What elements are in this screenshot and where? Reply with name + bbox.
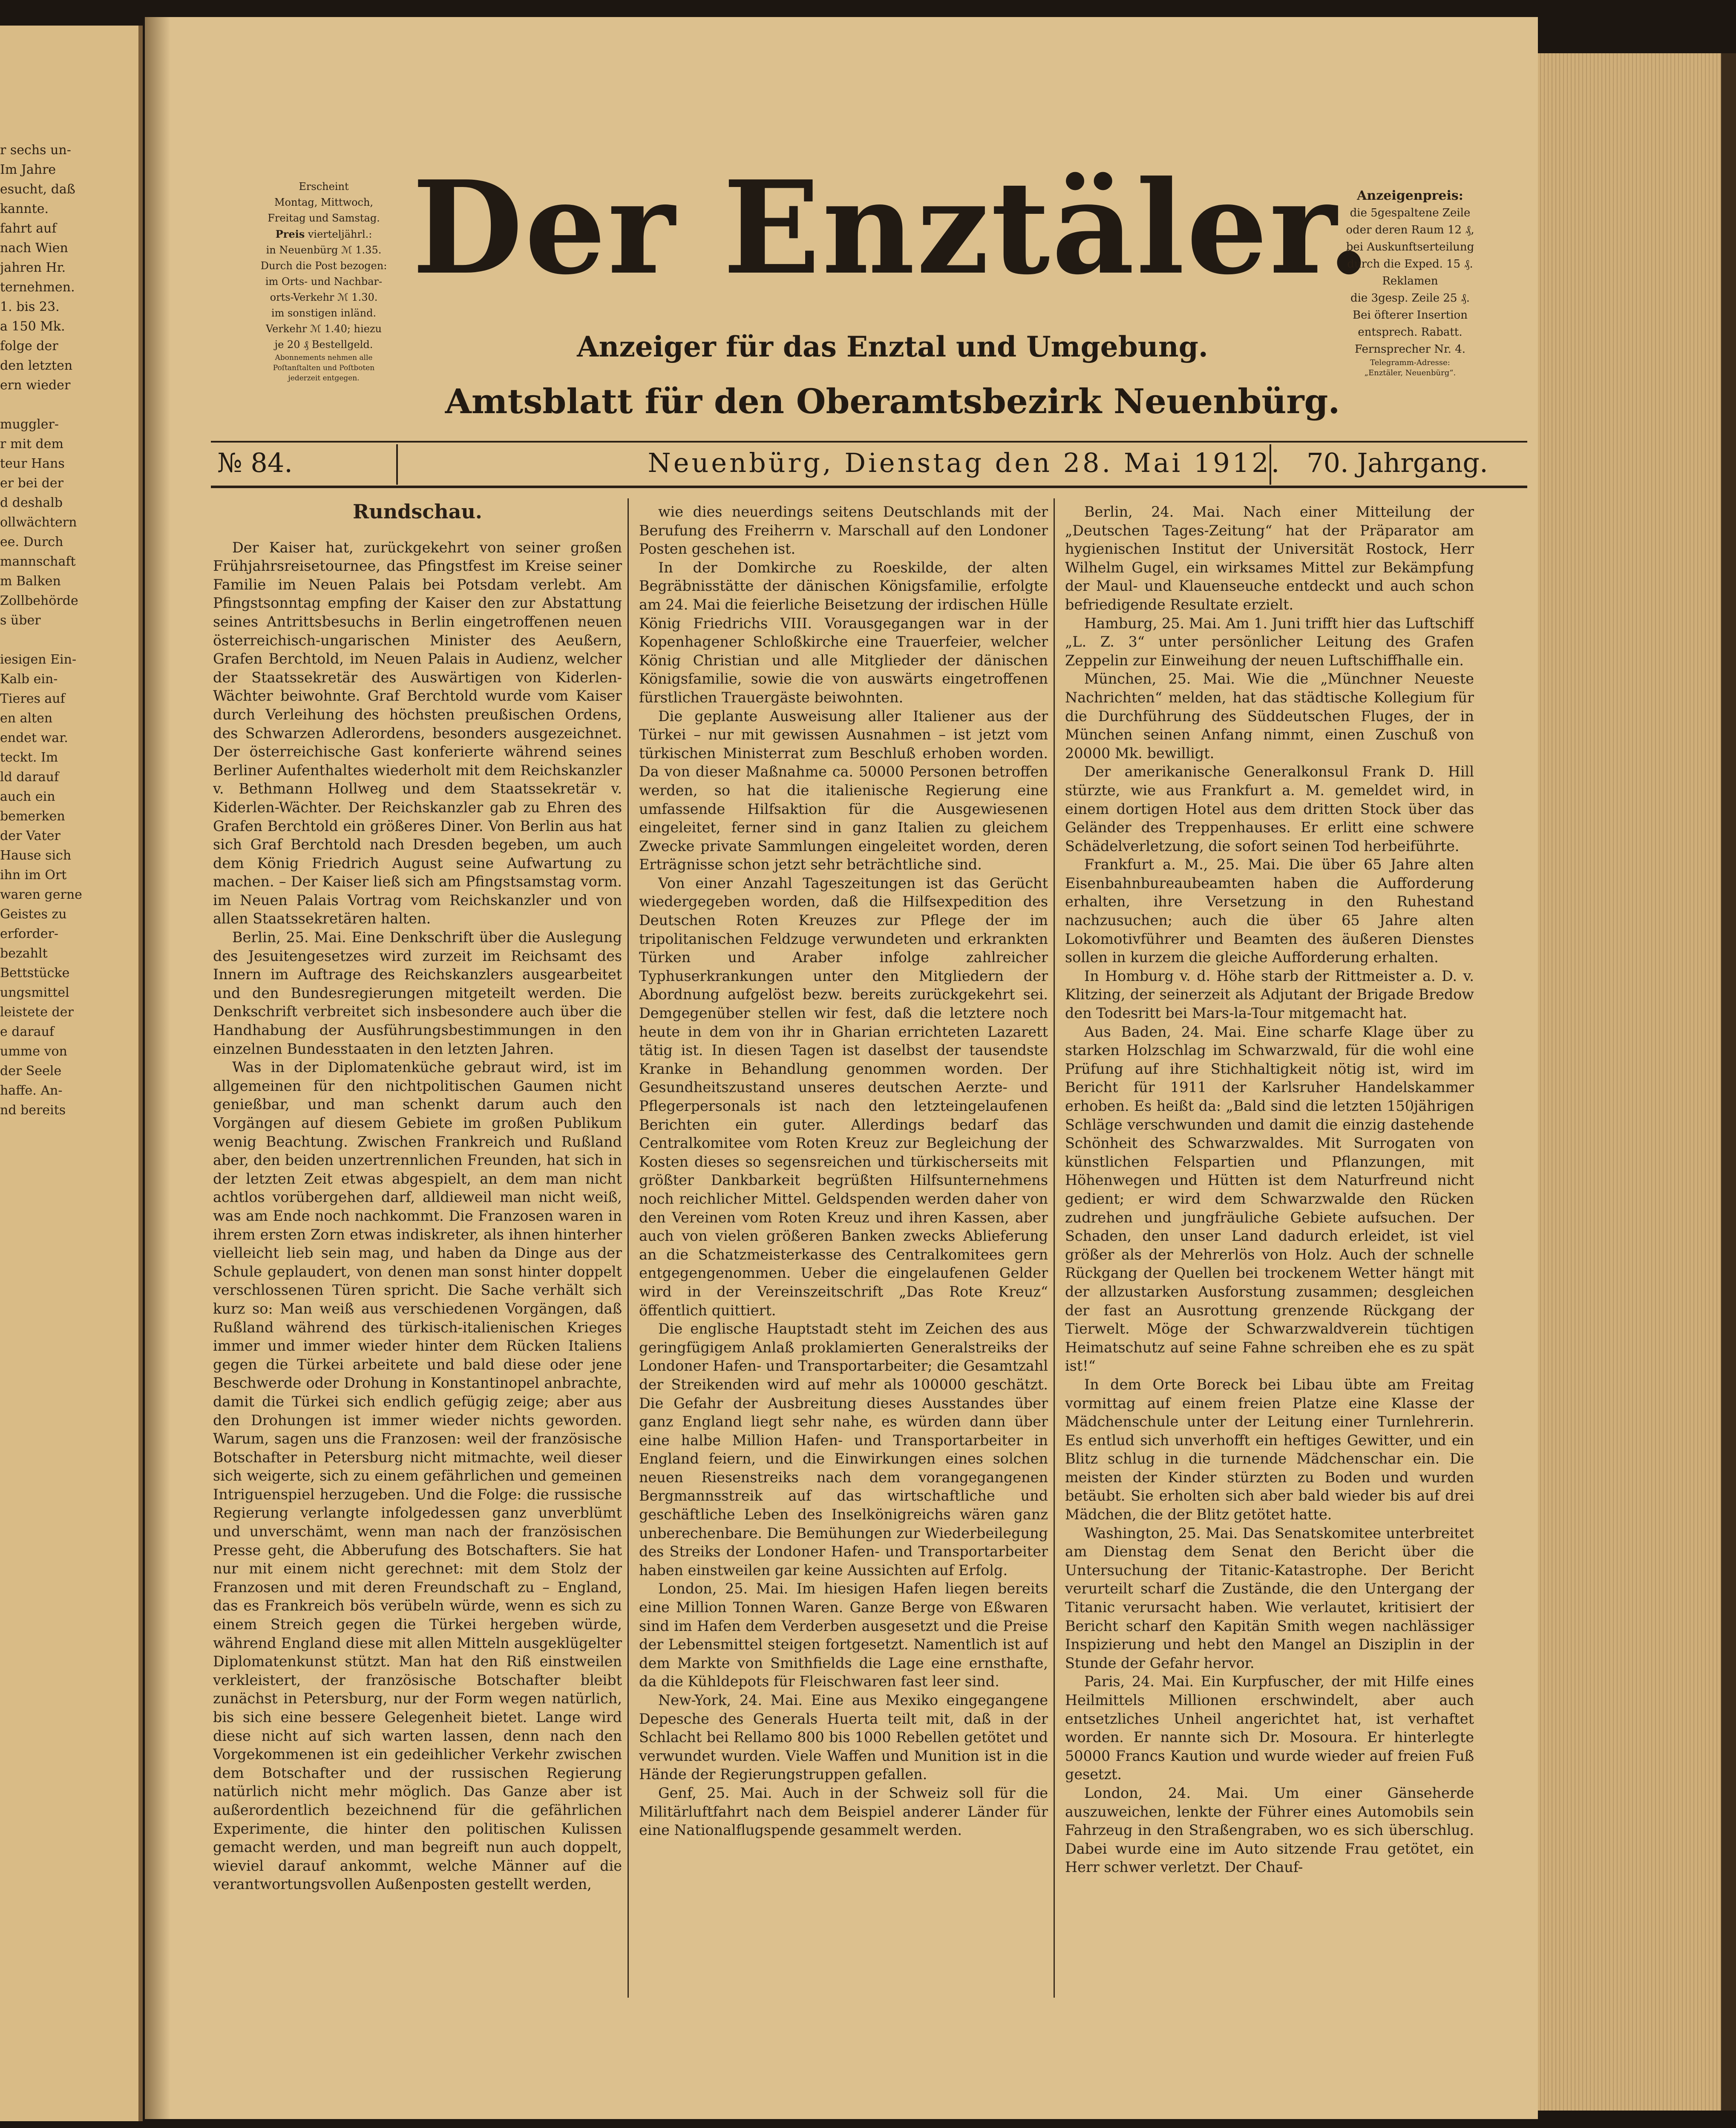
ad-price-line-7: Bei öfterer Insertion [1352, 309, 1468, 322]
issue-bar-bottom-rule [211, 486, 1527, 488]
issue-dateline: Neuenbürg, Dienstag den 28. Mai 1912. [648, 447, 1282, 478]
price-line-4: im Orts- und Nachbar- [265, 276, 383, 288]
price-text: vierteljährl.: [308, 228, 372, 240]
left-facing-page [0, 26, 141, 2121]
issue-bar-divider [396, 444, 398, 485]
price-line-6: im sonstigen inländ. [271, 307, 377, 319]
article-paragraph: Berlin, 25. Mai. Eine Denkschrift über die Auslegung des Jesuitengesetzes wird zurzeit im Reichsamt des Innern im Auftrage des Reichskanzlers ausgearbeitet und den Bundesregierungen mitgeteilt werden. Die Denkschrift verbreitet sich insbesondere auch über die Handhabung der Ausführungsbestimmungen in den einzelnen Bundesstaaten in den letzten Jahren. [213, 929, 622, 1057]
article-paragraph: New-York, 24. Mai. Eine aus Mexiko eingegangene Depesche des Generals Huerta teilt mit, daß in der Schlacht bei Rellamo 800 bis 1000 Rebellen getötet und verwundet wurden. Viele Waffen und Munition ist in die Hände der Regierungstruppen gefallen. [639, 1692, 1048, 1783]
subscription-note-3: jederzeit entgegen. [288, 374, 360, 382]
issue-volume: 70. Jahrgang. [1307, 447, 1488, 478]
ad-price-line-4: durch die Exped. 15 ₰. [1347, 258, 1473, 270]
article-paragraph: Frankfurt a. M., 25. Mai. Die über 65 Jahre alten Eisenbahnbureaubeamten haben die Aufforderung erhalten, ihre Versetzung in den Ruhestand nachzusuchen; auch die über 65 Jahre alten Lokomotivführer und Beamten des äußeren Dienstes sollen in kurzem die gleiche Aufforderung erhalten. [1065, 856, 1474, 966]
column-rule [628, 498, 629, 1998]
subscription-note-1: Abonnements nehmen alle [275, 354, 373, 362]
section-heading: Rundschau. [353, 503, 482, 523]
price-label: Preis [275, 228, 305, 240]
left-page-text-fragment: r sechs un- Im Jahre esucht, daß kannte. fahrt auf nach Wien jahren Hr. ternehmen. 1. bis 23. a 150 Mk. folge der den letzten ern wieder muggler- r mit dem teur Hans er bei der d deshalb ollwächtern ee. Durch mannschaft m Balken Zollbehörde s über iesigen Ein- Kalb ein- Tieres auf en alten endet war. teckt. Im ld darauf auch ein bemerken der Vater Hause sich ihn im Ort waren gerne Geistes zu erforder- bezahlt Bettstücke ungsmittel leistete der e darauf umme von der Seele haffe. An- nd bereits [0, 143, 82, 1118]
phone-number: Fernsprecher Nr. 4. [1354, 343, 1466, 356]
newspaper-official-gazette-line: Amtsblatt für den Oberamtsbezirk Neuenbürg. [445, 381, 1340, 421]
article-paragraph: Aus Baden, 24. Mai. Eine scharfe Klage über zu starken Holzschlag im Schwarzwald, für die wohl eine Prüfung auf ihre Stichhaltigkeit nötig ist, wird im Bericht für 1911 der Karlsruher Handelskammer erhoben. Es heißt da: „Bald sind die letzten 150jährigen Schläge verschwunden und damit die einzig dastehende Schönheit des Schwarzwaldes. Mit Surrogaten von künstlichen Felspartien und Pflanzungen, mit Höhenwegen und Hütten ist dem Naturfreund nicht gedient; er wird dem Schwarzwalde den Rücken zudrehen und jungfräuliche Gebiete aufsuchen. Der Schaden, den unser Land dadurch erleidet, ist viel größer als der Mehrerlös von Holz. Auch der schnelle Rückgang der Quellen bei trockenem Wetter hängt mit der allzustarken Ausforstung zusammen; desgleichen der fast an Ausrottung grenzende Rückgang der Tierwelt. Möge der Schwarzwaldverein tüchtigen Heimatschutz auf seine Fahne schreiben ehe es zu spät ist!“ [1065, 1023, 1474, 1375]
publication-days-label: Erscheint [299, 181, 349, 193]
article-column-1 [213, 503, 622, 1993]
ad-price-line-6: die 3gesp. Zeile 25 ₰. [1350, 292, 1470, 305]
article-paragraph: London, 24. Mai. Um einer Gänseherde auszuweichen, lenkte der Führer eines Automobils sein Fahrzeug in den Straßengraben, wo es sich überschlug. Dabei wurde eine im Auto sitzende Frau getötet, ein Herr schwer verletzt. Der Chauf- [1065, 1784, 1474, 1876]
price-line-8: je 20 ₰ Bestellgeld. [274, 339, 373, 351]
newspaper-title: Der Enztäler. [412, 152, 1373, 303]
article-paragraph: Berlin, 24. Mai. Nach einer Mitteilung der „Deutschen Tages-Zeitung“ hat der Präparator am hygienischen Institut der Universität Rostock, Herr Wilhelm Gugel, ein wirksames Mittel zur Bekämpfung der Maul- und Klauenseuche entdeckt und auch schon befriedigende Resultate erzielt. [1065, 503, 1474, 613]
article-paragraph: Von einer Anzahl Tageszeitungen ist das Gerücht wiedergegeben worden, daß die Hilfsexpedition des Deutschen Roten Kreuzes zur Pflege der im tripolitanischen Feldzuge verwundeten und erkrankten Türken und Araber infolge zahlreicher Typhuserkrankungen unter den Mitgliedern der Abordnung aufgelöst bezw. bereits zurückgekehrt sei. Demgegenüber stellen wir fest, daß die letztere noch heute in dem von ihr in Gharian errichteten Lazarett tätig ist. In diesen Tagen ist daselbst der tausendste Kranke in Behandlung genommen worden. Der Gesundheitszustand unseres deutschen Aerzte- und Pflegerpersonals ist nach den letzteingelaufenen Berichten ein guter. Allerdings bedarf das Centralkomitee vom Roten Kreuz zur Begleichung der Kosten dieses so segensreichen und türkischerseits mit größter Dankbarkeit begrüßten Hilfsunternehmens noch reichlicher Mittel. Geldspenden werden daher von den Vereinen vom Roten Kreuz und ihren Kassen, aber auch von vielen größeren Banken zwecks Ablieferung an die Schatzmeisterkasse des Centralkomitees gern entgegengenommen. Ueber die eingelaufenen Gelder wird in der Vereinszeitschrift „Das Rote Kreuz“ öffentlich quittiert. [639, 874, 1048, 1319]
article-paragraph: München, 25. Mai. Wie die „Münchner Neueste Nachrichten“ melden, hat das städtische Kollegium für die Durchführung des Süddeutschen Fluges, der in München seinen Anfang nimmt, einen Zuschuß von 20000 Mk. bewilligt. [1065, 670, 1474, 762]
issue-bar-top-rule [211, 441, 1527, 443]
article-paragraph: Der amerikanische Generalkonsul Frank D. Hill stürzte, wie aus Frankfurt a. M. gemeldet wird, in einem dortigen Hotel aus dem dritten Stock über das Geländer des Treppenhauses. Er erlitt eine schwere Schädelverletzung, die sofort seinen Tod herbeiführte. [1065, 763, 1474, 854]
article-paragraph: In dem Orte Boreck bei Libau übte am Freitag vormittag auf einem freien Platze eine Klasse der Mädchenschule unter der Leitung einer Turnlehrerin. Es entlud sich unverhofft ein heftiges Gewitter, und ein Blitz schlug in die turnende Mädchenschar ein. Die meisten der Kinder stürzten zu Boden und wurden betäubt. Sie erholten sich aber bald wieder bis auf drei Mädchen, die der Blitz getötet hatte. [1065, 1376, 1474, 1523]
article-paragraph: In der Domkirche zu Roeskilde, der alten Begräbnisstätte der dänischen Königsfamilie, erfolgte am 24. Mai die feierliche Beisetzung der irdischen Hülle König Friedrichs VIII. Vorausgegangen war in der Kopenhagener Schloßkirche eine Trauerfeier, welcher König Christian und alle Mitglieder der dänischen Königsfamilie, sowie die von auswärts eingetroffenen fürstlichen Trauergäste beiwohnten. [639, 559, 1048, 706]
ad-price-line-8: entsprech. Rabatt. [1358, 326, 1463, 339]
page-gutter-shadow [145, 17, 170, 2119]
price-line-3: Durch die Post bezogen: [260, 260, 387, 272]
ad-price-line-5: Reklamen [1382, 275, 1438, 288]
masthead-left-info [204, 179, 443, 383]
ad-price-line-3: bei Auskunftserteilung [1346, 241, 1474, 253]
ad-price-line-2: oder deren Raum 12 ₰, [1346, 224, 1474, 236]
issue-number: № 84. [217, 447, 293, 478]
newspaper-subtitle: Anzeiger für das Enztal und Umgebung. [577, 330, 1208, 363]
telegram-address: „Enztäler, Neuenbürg“. [1364, 368, 1456, 377]
article-paragraph: Washington, 25. Mai. Das Senatskomitee unterbreitet am Dienstag dem Senat den Bericht über die Untersuchung der Titanic-Katastrophe. Der Bericht verurteilt scharf die Zustände, die den Untergang der Titanic verursacht haben. Wie verlautet, kritisiert der Bericht scharf den Kapitän Smith wegen nachlässiger Inspizierung und hebt den Mangel an Disziplin in der Stunde der Gefahr hervor. [1065, 1524, 1474, 1671]
newspaper-page [145, 17, 1538, 2119]
publication-days-2: Freitag und Samstag. [268, 212, 380, 224]
gutter-edge [138, 26, 143, 2121]
article-paragraph: Hamburg, 25. Mai. Am 1. Juni trifft hier das Luftschiff „L. Z. 3“ unter persönlicher Leitung des Grafen Zeppelin zur Einweihung der neuen Luftschiffhalle ein. [1065, 615, 1474, 669]
publication-days: Montag, Mittwoch, [274, 196, 374, 208]
article-paragraph: Der Kaiser hat, zurückgekehrt von seiner großen Frühjahrsreisetournee, das Pfingstfest im Kreise seiner Familie im Neuen Palais bei Potsdam verlebt. Am Pfingstsonntag empfing der Kaiser den zur Abstattung seines Antrittsbesuchs in Berlin eingetroffenen neuen österreichisch-ungarischen Minister des Aeußern, Grafen Berchtold, im Neuen Palais in Audienz, welcher der Staatssekretär des Auswärtigen von Kiderlen-Wächter beiwohnte. Graf Berchtold wurde vom Kaiser durch Verleihung des höchsten preußischen Ordens, des Schwarzen Adlerordens, besonders ausgezeichnet. Der österreichische Gast konferierte während seines Berliner Aufenthaltes wiederholt mit dem Reichskanzler v. Bethmann Hollweg und dem Staatssekretär v. Kiderlen-Wächter. Der Reichskanzler gab zu Ehren des Grafen Berchtold ein größeres Diner. Von Berlin aus hat sich Graf Berchtold nach Dresden begeben, um auch dem König Friedrich August seine Aufwartung zu machen. – Der Kaiser ließ sich am Pfingstsamstag vorm. im Neuen Palais Vortrag vom Reichskanzler und von allen Staatssekretären halten. [213, 539, 622, 927]
article-paragraph: wie dies neuerdings seitens Deutschlands mit der Berufung des Freiherrn v. Marschall auf den Londoner Posten geschehen ist. [639, 503, 1048, 558]
article-column-3 [1065, 503, 1474, 1993]
article-paragraph: London, 25. Mai. Im hiesigen Hafen liegen bereits eine Million Tonnen Waren. Ganze Berge von Eßwaren sind im Hafen dem Verderben ausgesetzt und die Preise der Lebensmittel steigen fortgesetzt. Namentlich ist auf dem Markte von Smithfields die Lage eine ernsthafte, da die Kühldepots für Fleischwaren fast leer sind. [639, 1580, 1048, 1690]
article-paragraph: In Homburg v. d. Höhe starb der Rittmeister a. D. v. Klitzing, der seinerzeit als Adjutant der Brigade Bredow den Todesritt bei Mars-la-Tour mitgemacht hat. [1065, 967, 1474, 1022]
masthead-right-info [1295, 187, 1525, 378]
telegram-label: Telegramm-Adresse: [1370, 358, 1450, 367]
price-line-7: Verkehr ℳ 1.40; hiezu [266, 323, 382, 335]
book-cover-edge [1721, 53, 1736, 2111]
ad-price-line-1: die 5gespaltene Zeile [1350, 207, 1471, 219]
price-line-5: orts-Verkehr ℳ 1.30. [270, 291, 378, 303]
article-paragraph: Paris, 24. Mai. Ein Kurpfuscher, der mit Hilfe eines Heilmittels Millionen erschwindelt, aber auch entsetzliches Unheil angerichtet hat, ist verhaftet worden. Er nannte sich Dr. Mosoura. Er hinterlegte 50000 Francs Kaution und wurde wieder auf freien Fuß gesetzt. [1065, 1673, 1474, 1783]
price-line [204, 226, 443, 242]
page-stack-edge [1534, 53, 1725, 2111]
price-line-2: in Neuenbürg ℳ 1.35. [266, 244, 382, 256]
article-paragraph: Die englische Hauptstadt steht im Zeichen des aus geringfügigem Anlaß proklamierten Generalstreiks der Londoner Hafen- und Transportarbeiter; die Gesamtzahl der Streikenden wird auf mehr als 100000 geschätzt. Die Gefahr der Ausbreitung dieses Ausstandes über ganz England liegt sehr nahe, es würden dann über eine halbe Million Hafen- und Transportarbeiter in England feiern, und die Einwirkungen eines solchen neuen Riesenstreiks nach dem vorangegangenen Bergmannsstreik auf das wirtschaftliche und geschäftliche Leben des Inselkönigreichs wären ganz unberechenbare. Die Bemühungen zur Wiederbeilegung des Streiks der Londoner Hafen- und Transportarbeiter haben einstweilen gar keine Aussichten auf Erfolg. [639, 1320, 1048, 1579]
subscription-note-2: Poſtanſtalten und Poſtboten [273, 364, 375, 372]
column-rule [1054, 498, 1055, 1998]
article-paragraph: Die geplante Ausweisung aller Italiener aus der Türkei – nur mit gewissen Ausnahmen – ist jetzt vom türkischen Ministerrat zum Beschluß erhoben worden. Da von dieser Maßnahme ca. 50000 Personen betroffen werden, so hat die italienische Regierung eine umfassende Hilfsaktion für die Ausgewiesenen eingeleitet, ferner sind in ganz Italien zu gleichem Zwecke private Sammlungen eingeleitet worden, deren Erträgnisse schon jetzt sehr beträchtliche sind. [639, 707, 1048, 873]
ad-price-heading: Anzeigenpreis: [1357, 188, 1463, 203]
article-paragraph: Genf, 25. Mai. Auch in der Schweiz soll für die Militärluftfahrt nach dem Beispiel anderer Länder für eine Nationalflugspende gesammelt werden. [639, 1784, 1048, 1839]
article-column-2 [639, 503, 1048, 1993]
article-paragraph: Was in der Diplomatenküche gebraut wird, ist im allgemeinen für den nichtpolitischen Gaumen nicht genießbar, und man schenkt darum auch den Vorgängen auf diesem Gebiete im großen Publikum wenig Beachtung. Zwischen Frankreich und Rußland aber, den beiden unzertrennlichen Freunden, hat sich in der letzten Zeit etwas abgespielt, an dem man nicht achtlos vorübergehen darf, alldieweil man nicht weiß, was am Ende noch nachkommt. Die Franzosen waren in ihrem ersten Zorn etwas indiskreter, als ihnen hinterher vielleicht lieb sein mag, und haben da Dinge aus der Schule geplaudert, von denen man sonst hinter doppelt verschlossenen Türen spricht. Die Sache verhält sich kurz so: Man weiß aus verschiedenen Vorgängen, daß Rußland während des türkisch-italienischen Krieges immer und immer wieder hinter dem Rücken Italiens gegen die Türkei arbeitete und bald diese oder jene Beschwerde oder Drohung in Konstantinopel anbrachte, damit die Türkei sich endlich gefügig zeige; aber aus den Drohungen ist immer wieder nichts geworden. Warum, sagen uns die Franzosen: weil der französische Botschafter in Petersburg nicht mitmachte, weil dieser sich weigerte, sich zu einem gefährlichen und gemeinen Intriguenspiel herzugeben. Und die Folge: die russische Regierung verlangte infolgedessen ganz unverblümt und unverschämt, wenn man nach der französischen Presse geht, die Abberufung des Botschafters. Sie hat nur mit einem nicht gerechnet: mit dem Stolz der Franzosen und mit deren Freundschaft zu – England, das es Frankreich bös verübeln würde, wenn es sich zu einem Streich gegen die Türkei hergeben würde, während England diese mit allen Mitteln ausgeklügelter Diplomatenkunst stützt. Man hat den Riß einstweilen verkleistert, der französische Botschafter bleibt zunächst in Petersburg, nur der Form wegen natürlich, bis sich eine bessere Gelegenheit bietet. Lange wird diese nicht auf sich warten lassen, denn nach den Vorgekommenen ist ein gedeihlicher Verkehr zwischen dem Botschafter und der russischen Regierung natürlich nicht mehr möglich. Das Ganze aber ist außerordentlich bezeichnend für die gefährlichen Experimente, die hinter den politischen Kulissen gemacht werden, und man begreift nun auch doppelt, wieviel darauf ankommt, welche Männer auf die verantwortungsvollen Außenposten gestellt werden, [213, 1059, 622, 1893]
